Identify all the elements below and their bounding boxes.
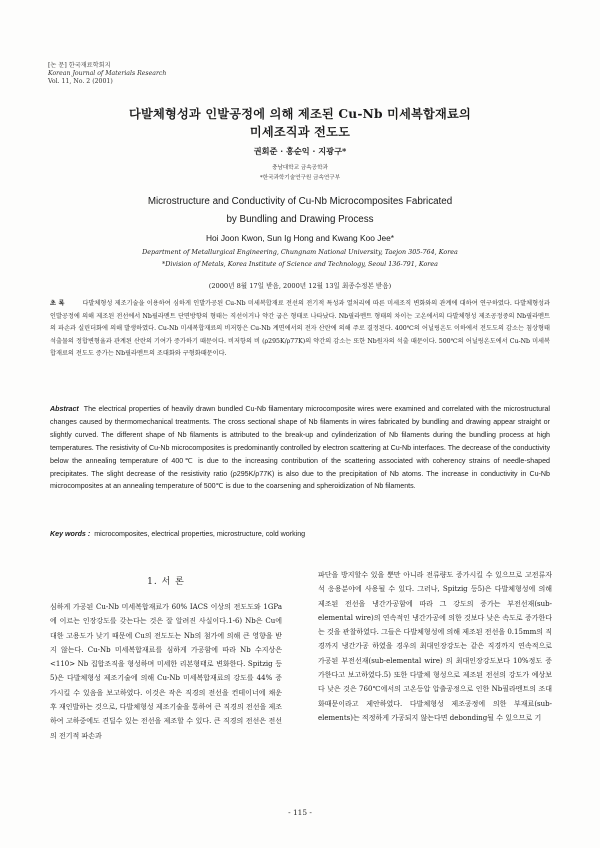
page-number: - 115 - [288, 808, 312, 817]
title-korean-line-2: 미세조직과 전도도 [249, 125, 351, 139]
abstract-english [50, 403, 550, 493]
journal-volume: Vol. 11, No. 2 (2001) [48, 78, 113, 85]
body-column-right: 파단을 방지할수 있을 뿐만 아니라 전류량도 증가시킬 수 있으므로 고전류자석 응용분야에 사용될 수 있다. 그러나, Spitzig 등5)은 다발체형성에 의해 제조된 전선을 냉간가공함에 따라 그 강도의 증가는 부전선재(sub-elemental wire)의 연속적인 냉간가공에 의한 것보다 낮은 속도로 증가한다는 것을 관찰하였다. 그들은 다발체형성에 의해 제조된 전선을 0.15mm의 직경까지 냉간가공 하였을 경우의 최대인장강도는 같은 직경까지 연속적으로 가공된 부전선재(sub-elemental wire) 의 최대인장강도보다 10%정도 증가한다고 보고하였다.5) 또한 다발체 형성으로 제조된 전선의 강도가 예상보다 낮은 것은 760℃에서의 고온등압 압출공정으로 인한 Nb필라멘트의 조대화때문이라고 제안하였다. 다발체형성 제조공정에 의한 부재료(sub-elements)는 적정하게 가공되지 않는다면 debonding될 수 있으므로 기 [318, 571, 552, 722]
received-dates: (2000년 8월 17일 받음, 2000년 12월 13일 최종수정본 받음) [208, 282, 392, 290]
body-column-left: 심하게 가공된 Cu-Nb 미세복합재료가 60% IACS 이상의 전도도와 1GPa에 이르는 인장강도를 갖는다는 것은 잘 알려진 사실이다.1-6) Nb은 Cu에 대한 고용도가 낮기 때문에 Cu의 전도도는 Nb의 첨가에 의해 큰 영향을 받지 않는다. Cu-Nb 미세복합재료를 심하게 가공함에 따라 Nb 수지상은 <110> Nb 집합조직을 형성하며 미세한 리본형태로 변화한다. Spitzig 등5)은 다발체형성 제조기술에 의해 Cu-Nb 미세복합재료의 강도를 44% 증가시킬 수 있음을 보고하였다. 이것은 작은 직경의 전선을 컨테이너에 채운 후 재인발하는 것으로, 다발체형성 제조기술을 통하여 큰 직경의 전선을 제조하여 고하중에도 견딜수 있는 전선을 제조할 수 있다. 큰 직경의 전선은 전선의 전기적 파손과 [50, 603, 282, 740]
title-korean-line-1: 다발체형성과 인발공정에 의해 제조된 Cu-Nb 미세복합재료의 [129, 107, 471, 121]
abstract-korean-text: 다발체형성 제조기술을 이용하여 심하게 인발가공된 Cu-Nb 미세복합재료 전선의 전기적 특성과 열처리에 따른 미세조직 변화와의 관계에 대하여 연구하였다. 다발체형성과 인발공정에 의해 제조된 전선에서 Nb필라멘트 단면방향의 형태는 직선이거나 약간 굽은 형태로 나타났다. Nb필라멘트 형태의 차이는 고온에서의 다발체형성 제조공정중의 Nb필라멘트의 파손과 실린더화에 의해 발생하였다. Cu-Nb 미세복합재료의 비저항은 Cu-Nb 계면에서의 전자 산란에 의해 주로 결정된다. 400℃의 어닐링온도 이하에서 전도도의 감소는 침상형태 석출물의 정합변형율과 관계된 산란의 기여가 증가하기 때문이다. 비저항의 비 (ρ295K/ρ77K)의 약간의 감소는 또한 Nb원자의 석출 때문이다. 500℃의 어닐링온도에서 Cu-Nb 미세복합재료의 전도도 증가는 Nb필라멘트의 조대화와 구형화때문이다. [50, 300, 550, 358]
authors-korean: 권회준 · 홍순익 · 지광구* [253, 146, 347, 156]
affiliation-korean-1: 충남대학교 금속공학과 [272, 165, 328, 171]
keywords-text: microcomposites, electrical properties, microstructure, cold working [94, 530, 306, 538]
journal-name-en: Korean Journal of Materials Research [48, 70, 167, 77]
affiliation-english-1: Department of Metallurgical Engineering, Chungnam National University, Taejon 305-764, Korea [142, 248, 458, 256]
title-english-line-1: Microstructure and Conductivity of Cu-Nb Microcomposites Fabricated [147, 196, 453, 207]
journal-label: [논 문] 한국재료학회지 [48, 62, 111, 69]
keywords-label: Key words : [50, 530, 91, 538]
keywords [50, 530, 550, 538]
title-english-line-2: by Bundling and Drawing Process [226, 214, 374, 225]
abstract-korean [50, 298, 550, 361]
authors-english: Hoi Joon Kwon, Sun Ig Hong and Kwang Koo Jee* [205, 233, 395, 243]
journal-header [48, 62, 166, 86]
title-english [0, 193, 600, 229]
affiliation-english-2: *Division of Metals, Korea Institute of Science and Technology, Seoul 136-791, Korea [162, 260, 438, 268]
affiliation-korean-2: *한국과학기술연구원 금속연구부 [259, 175, 341, 181]
title-korean [0, 105, 600, 141]
section-heading-introduction: 1. 서 론 [147, 577, 185, 587]
abstract-korean-label: 초 록 [50, 300, 65, 307]
abstract-english-text: The electrical properties of heavily drawn bundled Cu-Nb filamentary microcomposite wires were examined and correlated with the microstructural changes caused by thermomechanical treatments. The cross sectional shape of Nb filaments in wires fabricated by bundling and drawing appear straight or slightly curved. The different shape of Nb filaments is attributed to the break-up and cylinderization of Nb filaments during the bundling process at high temperatures. The resistivity of Cu-Nb microcomposites is predominantly controlled by electron scattering at Cu-Nb interfaces. The decrease of the conductivity below the annealing temperature of 400℃ is due to the increasing contribution of the scattering associated with coherency strains of needle-shaped precipitates. The slight decrease of the resistivity ratio (ρ295K/ρ77K) is also due to the precipitation of Nb atoms. The increase in conductivity in Cu-Nb microcomposites at an annealing temperature of 500℃ is due to the coarsening and spheroidization of Nb filaments. [50, 405, 550, 491]
abstract-english-label: Abstract [50, 405, 79, 413]
